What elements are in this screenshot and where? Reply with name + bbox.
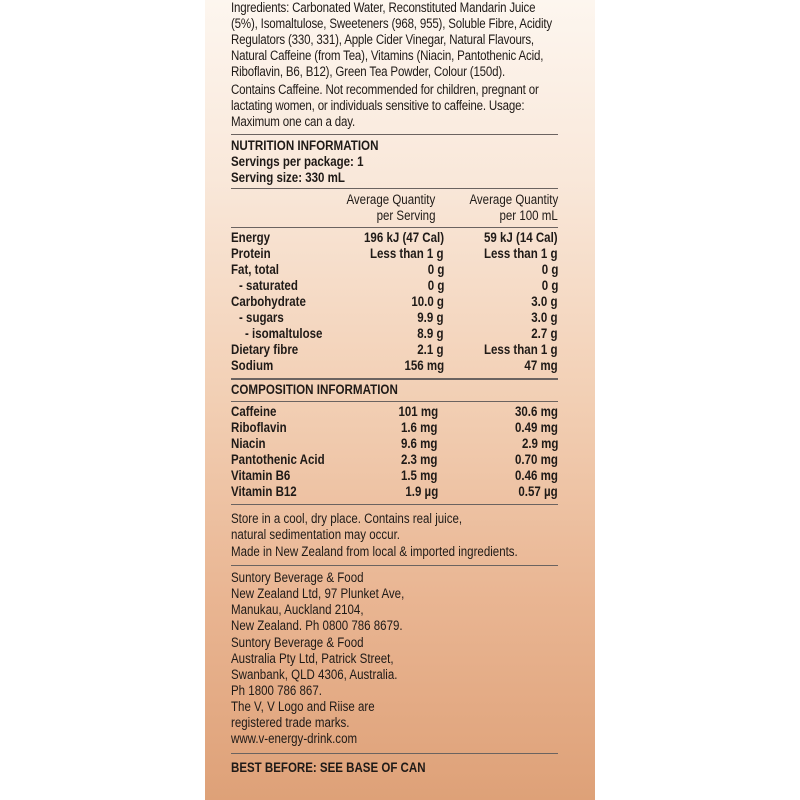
nutrition-per-100ml-value: 47 mg (524, 358, 558, 373)
composition-nutrient-name: Caffeine (231, 404, 277, 419)
au-address-line: Suntory Beverage & Food (231, 635, 364, 650)
nutrition-per-100ml-value: 59 kJ (14 Cal) (484, 230, 558, 245)
composition-nutrient-name: Pantothenic Acid (231, 452, 325, 467)
website-text: www.v-energy-drink.com (231, 731, 358, 746)
col-100ml-header-1: Average Quantity (469, 192, 558, 207)
composition-per-serving-value: 101 mg (398, 404, 438, 419)
nutrition-per-serving-value: 10.0 g (411, 294, 444, 309)
nutrition-per-serving-value: Less than 1 g (370, 246, 444, 261)
nutrition-nutrient-name: - saturated (239, 278, 298, 293)
divider (231, 227, 558, 228)
nutrition-row (231, 262, 558, 278)
nz-address-line: New Zealand. Ph 0800 786 8679. (231, 618, 403, 633)
composition-per-serving-value: 9.6 mg (401, 436, 438, 451)
composition-per-100ml-value: 0.46 mg (515, 468, 558, 483)
caffeine-warning: Contains Caffeine. Not recommended for children, pregnant or lactating women, or individuals sensitive to caffeine. Usage: Maximum one can a day. (231, 82, 539, 129)
composition-title: COMPOSITION INFORMATION (231, 382, 398, 397)
nutrition-per-100ml-value: 0 g (541, 262, 558, 277)
product-label (205, 0, 595, 800)
nutrition-row (231, 342, 558, 358)
col-serving-header-1: Average Quantity (346, 192, 436, 207)
storage-line-1: Store in a cool, dry place. Contains real juice, (231, 511, 463, 526)
nz-address-line: Suntory Beverage & Food (231, 570, 364, 585)
nutrition-per-100ml-value: Less than 1 g (484, 246, 558, 261)
col-100ml-header-2: per 100 mL (499, 208, 558, 223)
divider (231, 134, 558, 135)
composition-row (231, 468, 558, 484)
composition-per-100ml-value: 2.9 mg (521, 436, 558, 451)
best-before-text: BEST BEFORE: SEE BASE OF CAN (231, 760, 426, 775)
nutrition-row (231, 310, 558, 326)
composition-nutrient-name: Riboflavin (231, 420, 287, 435)
divider (231, 401, 558, 402)
nutrition-row (231, 326, 558, 342)
ingredients-text: Ingredients: Carbonated Water, Reconstituted Mandarin Juice (5%), Isomaltulose, Sweeteners (968, 955), Soluble Fibre, Acidity Regulators (330, 331), Apple Cider Vinegar, Natural Flavours, Natural Caffeine (from Tea), Vitamins (Niacin, Pantothenic Acid, Riboflavin, B6, B12), Green Tea Powder, Colour (150d). (231, 0, 553, 79)
nutrition-per-100ml-value: Less than 1 g (484, 342, 558, 357)
trademark-line-1: The V, V Logo and Riise are (231, 699, 375, 714)
nutrition-per-serving-value: 0 g (427, 262, 444, 277)
composition-row (231, 436, 558, 452)
made-in-text: Made in New Zealand from local & imported ingredients. (231, 544, 518, 559)
composition-per-serving-value: 1.6 mg (401, 420, 438, 435)
composition-row (231, 452, 558, 468)
nz-address (231, 570, 558, 634)
divider (231, 188, 558, 189)
nutrition-per-serving-value: 2.1 g (417, 342, 444, 357)
divider (231, 504, 558, 505)
nutrition-per-serving-value: 9.9 g (417, 310, 444, 325)
composition-per-100ml-value: 0.70 mg (515, 452, 558, 467)
nutrition-header-row (231, 192, 558, 208)
nutrition-per-serving-value: 8.9 g (417, 326, 444, 341)
nutrition-nutrient-name: Energy (231, 230, 271, 245)
nutrition-per-serving-value: 0 g (427, 278, 444, 293)
composition-table (231, 404, 558, 500)
au-address (231, 635, 558, 699)
composition-nutrient-name: Niacin (231, 436, 266, 451)
divider (231, 753, 558, 754)
composition-nutrient-name: Vitamin B12 (231, 484, 297, 499)
nutrition-per-serving-value: 156 mg (404, 358, 444, 373)
composition-per-100ml-value: 0.57 µg (518, 484, 558, 499)
composition-per-100ml-value: 30.6 mg (515, 404, 558, 419)
nutrition-nutrient-name: Dietary fibre (231, 342, 299, 357)
composition-per-100ml-value: 0.49 mg (515, 420, 558, 435)
nutrition-per-100ml-value: 3.0 g (531, 294, 558, 309)
trademark-line-2: registered trade marks. (231, 715, 350, 730)
au-address-line: Australia Pty Ltd, Patrick Street, (231, 651, 394, 666)
divider (231, 378, 558, 380)
au-address-line: Swanbank, QLD 4306, Australia. (231, 667, 398, 682)
composition-per-serving-value: 1.5 mg (401, 468, 438, 483)
nutrition-nutrient-name: Protein (231, 246, 271, 261)
serving-size: Serving size: 330 mL (231, 170, 345, 185)
composition-row (231, 484, 558, 500)
nutrition-nutrient-name: Carbohydrate (231, 294, 306, 309)
composition-per-serving-value: 2.3 mg (401, 452, 438, 467)
nz-address-line: New Zealand Ltd, 97 Plunket Ave, (231, 586, 405, 601)
nutrition-nutrient-name: - sugars (239, 310, 284, 325)
nutrition-values-table (231, 230, 558, 374)
servings-per-package: Servings per package: 1 (231, 154, 364, 169)
divider (231, 565, 558, 566)
nutrition-per-100ml-value: 3.0 g (531, 310, 558, 325)
composition-row (231, 420, 558, 436)
nutrition-nutrient-name: Sodium (231, 358, 274, 373)
au-address-line: Ph 1800 786 867. (231, 683, 322, 698)
label-content (231, 0, 558, 776)
nutrition-nutrient-name: - isomaltulose (245, 326, 323, 341)
composition-nutrient-name: Vitamin B6 (231, 468, 291, 483)
nutrition-table (231, 192, 558, 224)
nutrition-per-100ml-value: 0 g (541, 278, 558, 293)
nz-address-line: Manukau, Auckland 2104, (231, 602, 364, 617)
nutrition-row (231, 246, 558, 262)
nutrition-nutrient-name: Fat, total (231, 262, 279, 277)
nutrition-title: NUTRITION INFORMATION (231, 138, 379, 153)
composition-row (231, 404, 558, 420)
nutrition-header-row (231, 208, 558, 224)
nutrition-per-serving-value: 196 kJ (47 Cal) (363, 230, 444, 245)
nutrition-row (231, 358, 558, 374)
nutrition-per-100ml-value: 2.7 g (531, 326, 558, 341)
nutrition-row (231, 278, 558, 294)
col-serving-header-2: per Serving (376, 208, 436, 223)
storage-line-2: natural sedimentation may occur. (231, 527, 400, 542)
nutrition-row (231, 230, 558, 246)
composition-per-serving-value: 1.9 µg (404, 484, 438, 499)
nutrition-row (231, 294, 558, 310)
